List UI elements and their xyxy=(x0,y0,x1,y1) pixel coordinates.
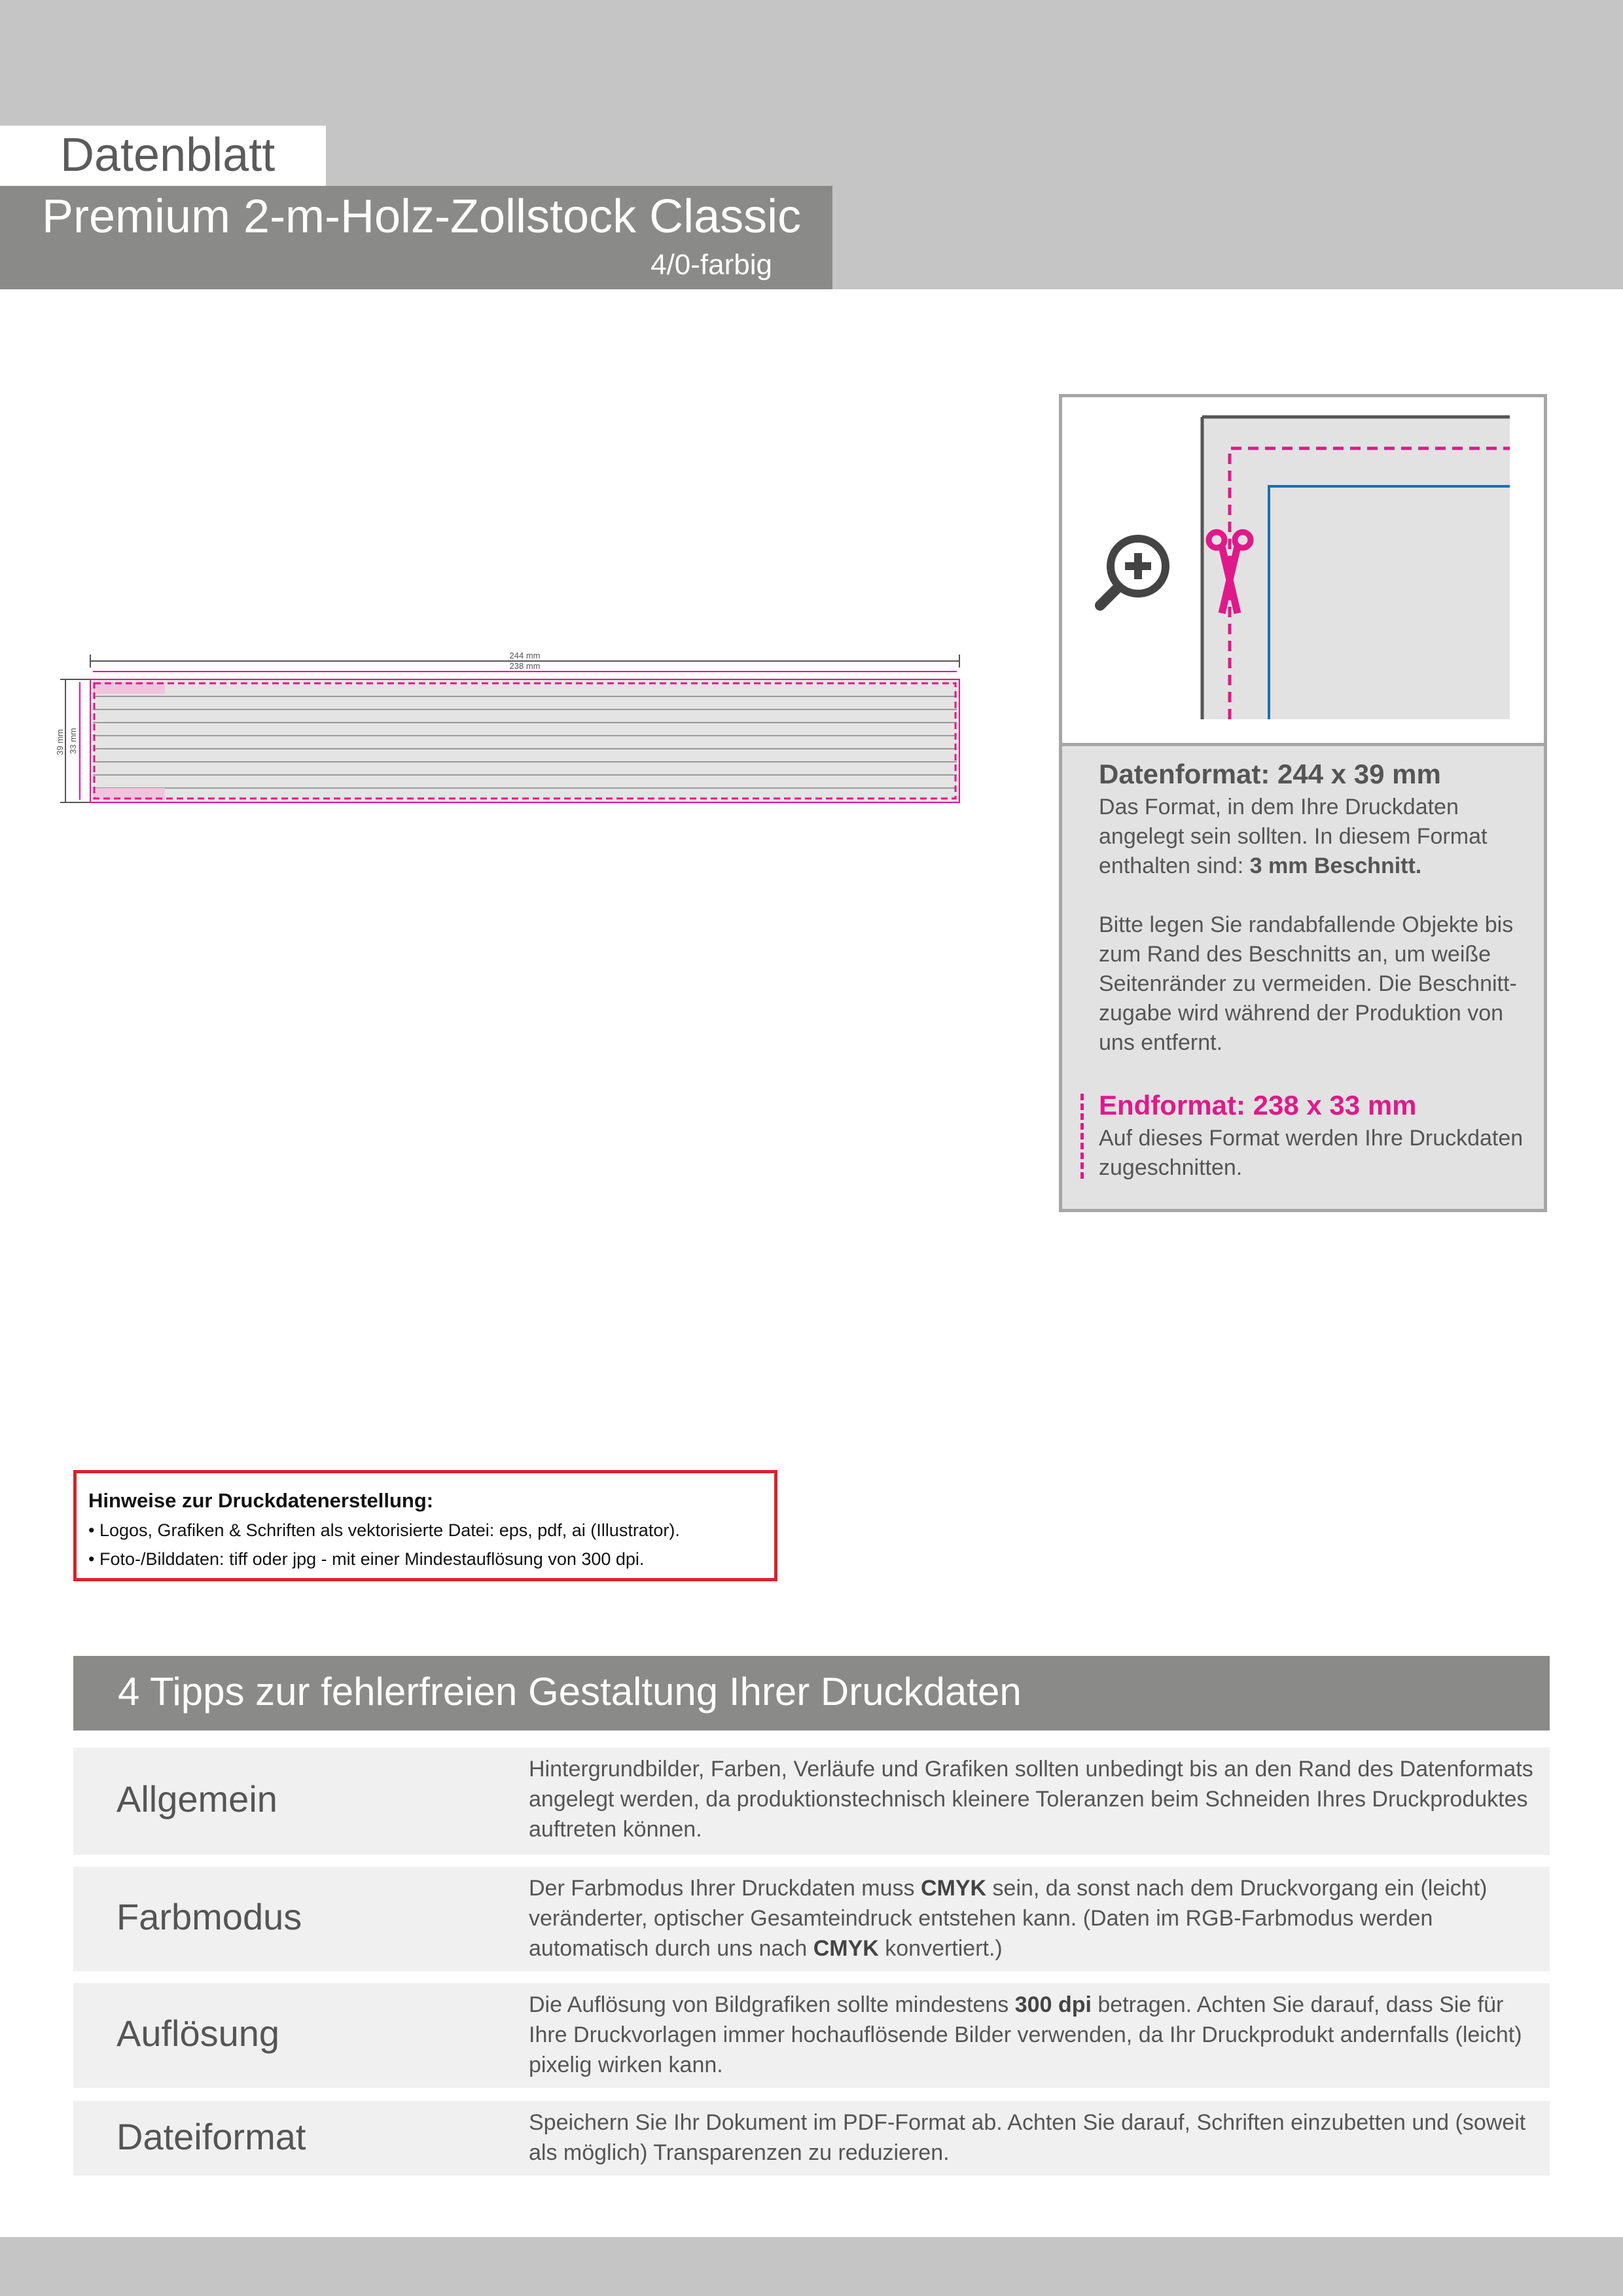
tip-text: Die Auflösung von Bildgrafiken sollte mindestens 300 dpi betragen. Achten Sie darauf, dass Sie für Ihre Druckvorlagen immer hochauflösende Bilder verwenden, da Ihr Druckprodukt andernfalls (leicht) pixelig wirken kann. xyxy=(529,1992,1522,2077)
datenformat-title: Datenformat: 244 x 39 mm xyxy=(1099,759,1441,789)
tip-label: Allgemein xyxy=(116,1778,277,1820)
footer-band xyxy=(0,2237,1623,2296)
tip-text: Hintergrundbilder, Farben, Verläufe und Grafiken sollten unbedingt bis an den Rand des Datenformats angelegt werden, da produktionstechnisch kleinere Toleranzen beim Schneiden Ihres Druckproduktes auftreten können. xyxy=(529,1757,1533,1842)
inner-width-label: 238 mm xyxy=(509,661,541,671)
tip-row-farbmodus xyxy=(73,1867,1550,1971)
hint-title: Hinweise zur Druckdatenerstellung: xyxy=(88,1489,434,1512)
datasheet-label: Datenblatt xyxy=(60,129,276,181)
print-hints-box xyxy=(73,1470,777,1581)
endformat-dash-marker xyxy=(1080,1094,1084,1179)
tip-label: Auflösung xyxy=(116,2013,280,2054)
datasheet-tag xyxy=(0,126,326,186)
zoom-detail xyxy=(1062,397,1544,746)
hint-line-vector: • Logos, Grafiken & Schriften als vektorisierte Datei: eps, pdf, ai (Illustrator). xyxy=(88,1520,680,1540)
format-drawing xyxy=(55,648,975,812)
title-bar xyxy=(0,186,832,289)
hint-line-photo: • Foto-/Bilddaten: tiff oder jpg - mit einer Mindestauflösung von 300 dpi. xyxy=(88,1549,645,1569)
outer-height-label: 39 mm xyxy=(55,729,65,755)
tip-row-aufloesung xyxy=(73,1983,1550,2088)
tip-text: Der Farbmodus Ihrer Druckdaten muss CMYK sein, da sonst nach dem Druckvorgang ein (leicht) veränderter, optischer Gesamteindruck entstehen kann. (Daten im RGB-Farbmodus werden automatisch durch uns nach CMYK konvertiert.) xyxy=(529,1876,1488,1961)
bleed-detail-graphic xyxy=(1062,397,1544,743)
format-info-text xyxy=(1099,756,1531,1183)
tips-header xyxy=(73,1656,1550,1731)
format-info-box xyxy=(1059,394,1547,1212)
tip-label: Dateiformat xyxy=(116,2116,306,2157)
product-subtitle: 4/0-farbig xyxy=(651,249,772,281)
data-format-area xyxy=(90,679,959,802)
outer-width-label: 244 mm xyxy=(509,651,541,660)
endformat-text: Auf dieses Format werden Ihre Druckdaten zugeschnitten. xyxy=(1099,1126,1524,1180)
endformat-title: Endformat: 238 x 33 mm xyxy=(1099,1090,1417,1121)
bleed-text: Bitte legen Sie randabfallende Objekte bis zum Rand des Beschnitts an, um weiße Seitenränder zu vermeiden. Die Beschnitt-zugabe wird während der Produktion von uns entfernt. xyxy=(1099,912,1517,1055)
tips-heading: 4 Tipps zur fehlerfreien Gestaltung Ihrer Druckdaten xyxy=(118,1670,1022,1713)
tip-label: Farbmodus xyxy=(116,1896,302,1937)
endformat-block xyxy=(1099,1087,1531,1183)
tip-text: Speichern Sie Ihr Dokument im PDF-Format ab. Achten Sie darauf, Schriften einzubetten und (soweit als möglich) Transparenzen zu reduzieren. xyxy=(529,2110,1526,2165)
inner-height-label: 33 mm xyxy=(68,728,78,754)
tip-row-allgemein xyxy=(73,1748,1550,1855)
tip-row-dateiformat xyxy=(73,2101,1550,2176)
product-title: Premium 2-m-Holz-Zollstock Classic xyxy=(42,190,802,243)
datenformat-text: Das Format, in dem Ihre Druckdaten angelegt sein sollten. In diesem Format enthalten sind: 3 mm Beschnitt. xyxy=(1099,795,1488,878)
magnifier-icon xyxy=(1100,539,1166,605)
